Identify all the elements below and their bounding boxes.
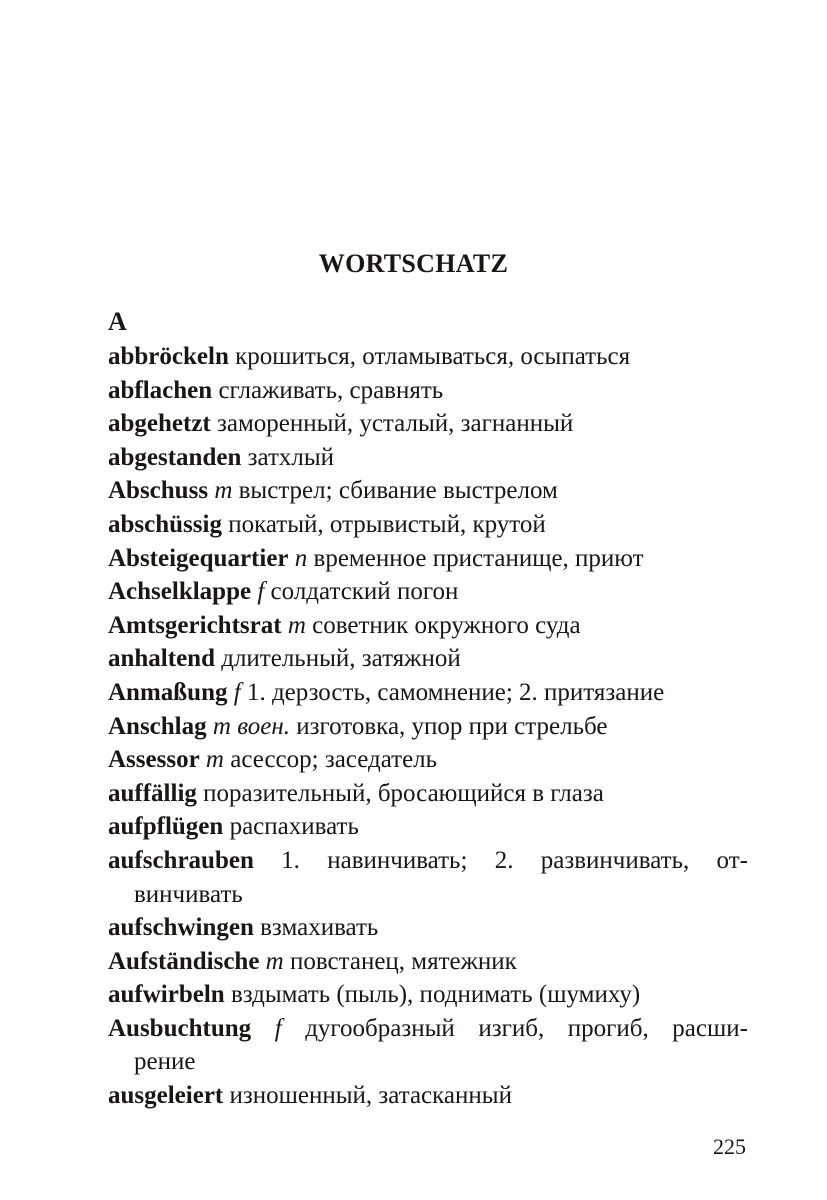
entry-definition-continuation: винчивать <box>134 880 243 908</box>
entry-grammar: m воен. <box>212 712 290 740</box>
entry-line <box>108 743 748 777</box>
entry-term: Assessor <box>108 746 200 774</box>
entry-line <box>108 374 748 408</box>
entry-term: Anschlag <box>108 712 207 740</box>
entry-term: Aufständische <box>108 947 260 975</box>
entry-definition-word: 2. <box>494 846 514 874</box>
entry-definition: 1. дерзость, самомнение; 2. притязание <box>246 678 665 706</box>
entry-term: aufwirbeln <box>108 981 225 1009</box>
entry-grammar: f <box>257 578 265 606</box>
entry-line <box>108 407 748 441</box>
entry-line <box>108 1079 748 1113</box>
page-heading: WORTSCHATZ <box>318 249 509 278</box>
glossary-entry <box>108 810 748 844</box>
entry-definition: повстанец, мятежник <box>289 947 517 975</box>
entry-definition-word: навинчивать; <box>327 846 468 874</box>
entry-line <box>108 1012 748 1046</box>
entry-term: aufschrauben <box>108 846 254 874</box>
entry-definition: заморенный, усталый, загнанный <box>217 410 574 438</box>
glossary-entry <box>108 542 748 576</box>
glossary-entry <box>108 575 748 609</box>
glossary-entry <box>108 844 748 911</box>
entry-line <box>108 911 748 945</box>
glossary-entry <box>108 743 748 777</box>
glossary-entry <box>108 374 748 408</box>
entry-term: anhaltend <box>108 645 215 673</box>
entry-definition: временное пристанище, приют <box>313 544 644 572</box>
entry-line <box>108 575 748 609</box>
entry-term: aufpflügen <box>108 813 224 841</box>
entry-term: abschüssig <box>108 510 222 538</box>
entry-term: Ausbuchtung <box>108 1014 252 1042</box>
entry-line <box>108 810 748 844</box>
entry-definition: поразительный, бросающийся в глаза <box>203 779 604 807</box>
glossary-entry <box>108 441 748 475</box>
glossary-entry <box>108 1079 748 1113</box>
entry-grammar: m <box>214 477 233 505</box>
entry-line <box>108 844 748 878</box>
glossary-entry <box>108 407 748 441</box>
entry-definition-word: развинчивать, <box>540 846 690 874</box>
section-letter: A <box>108 307 127 336</box>
glossary-entry <box>108 978 748 1012</box>
entry-definition: крошиться, отламываться, осыпаться <box>235 343 631 370</box>
entry-definition: распахивать <box>229 813 359 841</box>
entry-line <box>108 878 748 912</box>
glossary-entry <box>108 777 748 811</box>
entry-term: Absteigequartier <box>108 544 289 572</box>
entry-definition: изготовка, упор при стрельбе <box>296 712 608 740</box>
entry-definition-word: дугообразный <box>305 1014 455 1042</box>
entry-definition-word: прогиб, <box>567 1014 649 1042</box>
entry-term: abgestanden <box>108 443 242 471</box>
entry-definition: асессор; заседатель <box>230 746 438 774</box>
entry-term: abgehetzt <box>108 410 211 438</box>
entry-grammar: n <box>294 544 308 572</box>
entry-definition: затхлый <box>247 443 335 471</box>
entry-line <box>108 945 748 979</box>
glossary-entry <box>108 474 748 508</box>
entry-line <box>108 1045 748 1079</box>
entry-line <box>108 474 748 508</box>
entry-line <box>108 676 748 710</box>
entry-definition: вздымать (пыль), поднимать (шумиху) <box>230 981 641 1009</box>
entry-definition: советник окружного суда <box>312 611 581 639</box>
page-number: 225 <box>713 1134 746 1159</box>
entry-definition: покатый, отрывистый, крутой <box>228 510 546 538</box>
entry-definition-word: расши- <box>672 1014 748 1042</box>
glossary-entry <box>108 340 748 374</box>
entry-term: ausgeleiert <box>108 1082 224 1110</box>
entry-definition: солдатский погон <box>270 578 459 606</box>
entry-grammar: m <box>287 611 306 639</box>
entry-term: aufschwingen <box>108 914 254 942</box>
entry-grammar: f <box>233 678 241 706</box>
entry-term: Anmaßung <box>108 678 228 706</box>
entry-definition: выстрел; сбивание выстрелом <box>238 477 558 505</box>
entry-grammar: m <box>205 746 224 774</box>
entry-definition-word: от- <box>716 846 748 874</box>
entry-definition: взмахивать <box>260 914 379 942</box>
entry-definition-word: изгиб, <box>478 1014 545 1042</box>
entry-line <box>108 642 748 676</box>
entry-line <box>108 777 748 811</box>
entry-definition: сглаживать, сравнять <box>218 376 444 404</box>
glossary-entry <box>108 609 748 643</box>
entry-line <box>108 542 748 576</box>
entry-term: Amtsgerichtsrat <box>108 611 282 639</box>
entry-definition-continuation: рение <box>134 1048 196 1076</box>
entry-term: abflachen <box>108 376 213 404</box>
glossary-entry <box>108 642 748 676</box>
entry-line <box>108 609 748 643</box>
glossary-entry <box>108 911 748 945</box>
entry-line <box>108 441 748 475</box>
entry-term: Abschuss <box>108 477 209 505</box>
entry-line <box>108 508 748 542</box>
entry-term: abbröckeln <box>108 343 229 370</box>
glossary-entry <box>108 945 748 979</box>
entry-definition-word: 1. <box>281 846 300 874</box>
entry-definition: длительный, затяжной <box>221 645 461 673</box>
entry-grammar: m <box>265 947 284 975</box>
glossary-entry <box>108 710 748 744</box>
entry-term: Achselklappe <box>108 578 252 606</box>
entry-line <box>108 340 748 374</box>
glossary-entry <box>108 1012 748 1079</box>
entry-term: auffällig <box>108 779 197 807</box>
entry-grammar: f <box>274 1014 282 1042</box>
entry-definition: изношенный, затасканный <box>229 1082 512 1110</box>
entry-line <box>108 978 748 1012</box>
entry-line <box>108 710 748 744</box>
glossary-entry <box>108 676 748 710</box>
glossary-entry <box>108 508 748 542</box>
glossary-list <box>108 340 748 1113</box>
